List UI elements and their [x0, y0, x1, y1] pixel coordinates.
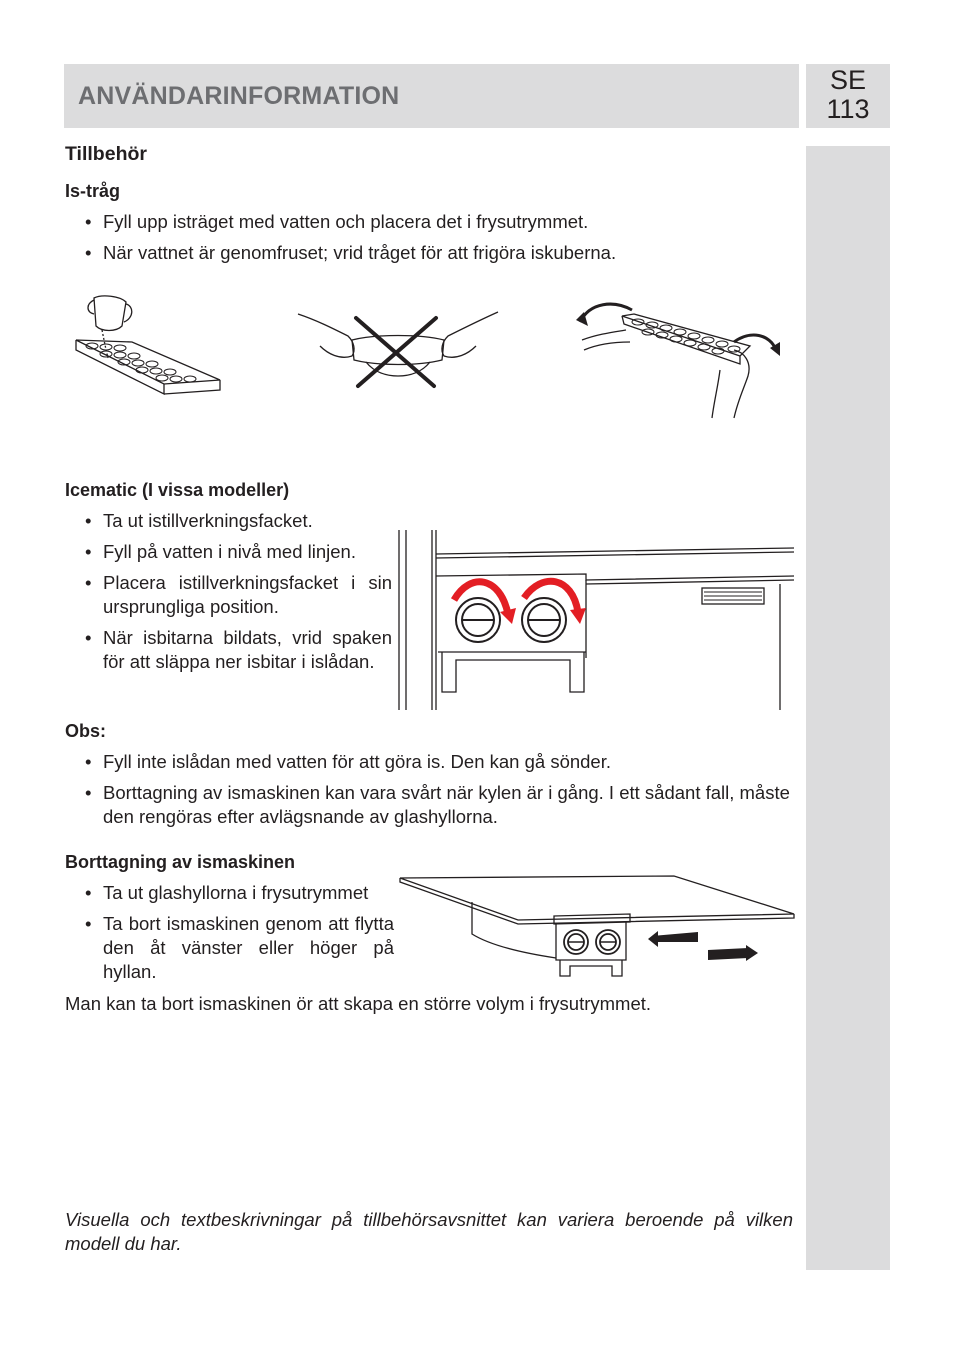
language-code: SE — [829, 65, 867, 95]
removal-paragraph: Man kan ta bort ismaskinen ör att skapa en större volym i frysutrymmet. — [65, 993, 652, 1014]
page-number: 113 — [826, 94, 870, 124]
section-title: Tillbehör — [65, 143, 147, 165]
list-item: • Ta ut istillverkningsfacket. — [65, 509, 392, 533]
list-item: • Ta ut glashyllorna i frysutrymmet — [65, 881, 394, 905]
list-item: • Fyll upp isträget med vatten och placera det i frysutrymmet. — [65, 210, 800, 234]
icematic-list — [65, 509, 392, 681]
note-title: Obs: — [65, 721, 107, 741]
removal-list — [65, 881, 394, 991]
side-strip — [806, 146, 890, 1270]
icematic-title: Icematic (I vissa modeller) — [65, 480, 290, 500]
page-title: ANVÄNDARINFORMATION — [78, 82, 400, 110]
icematic-illustration — [396, 528, 796, 712]
fill-tray-illustration — [72, 292, 224, 404]
ice-tray-title: Is-tråg — [65, 181, 121, 201]
twist-tray-illustration — [574, 292, 782, 420]
list-item: • När vattnet är genomfruset; vrid tråget för att frigöra iskuberna. — [65, 241, 800, 265]
list-item: • Ta bort ismaskinen genom att flytta den åt vänster eller höger på hyllan. — [65, 912, 394, 984]
header-bar — [64, 64, 799, 128]
list-item: • Placera istillverkningsfacket i sin ursprungliga position. — [65, 571, 392, 619]
ice-tray-list — [65, 210, 800, 272]
note-list — [65, 750, 800, 836]
list-item: • Borttagning av ismaskinen kan vara svårt när kylen är i gång. I ett sådant fall, måste den rengöras efter avlägsnande av glashyllorna. — [65, 781, 800, 829]
list-item: • Fyll inte islådan med vatten för att göra is. Den kan gå sönder. — [65, 750, 800, 774]
page-tag — [806, 64, 890, 128]
footnote: Visuella och textbeskrivningar på tillbehörsavsnittet kan variera beroende på vilken modell du har. — [65, 1209, 793, 1254]
removal-illustration — [398, 872, 798, 982]
wrong-method-illustration — [296, 306, 500, 392]
removal-title: Borttagning av ismaskinen — [65, 852, 296, 872]
list-item: • Fyll på vatten i nivå med linjen. — [65, 540, 392, 564]
list-item: • När isbitarna bildats, vrid spaken för att släppa ner isbitar i islådan. — [65, 626, 392, 674]
